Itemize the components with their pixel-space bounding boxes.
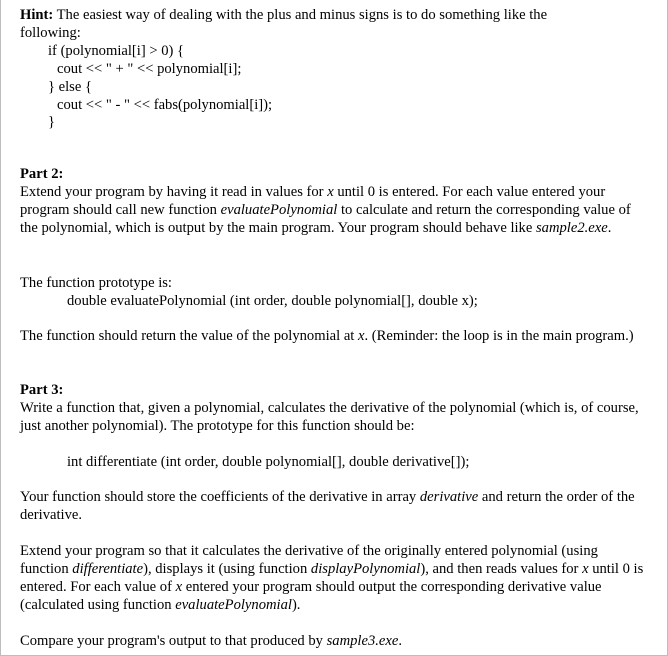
fn-evaluate-polynomial: evaluatePolynomial xyxy=(220,202,338,218)
differentiate-prototype: int differentiate (int order, double polynomial[], double derivative[]); xyxy=(67,454,470,470)
part2-text: The function should return the value of the polynomial at xyxy=(20,328,359,344)
part2-return-paragraph xyxy=(20,327,645,345)
part3-text: entered your program should output the corresponding derivative value (calculated using function xyxy=(20,579,602,613)
part3-text: Extend your program so that it calculates the derivative of the originally entered polynomial (using function xyxy=(20,543,598,577)
part2-text: until 0 is entered. For each value entered your program should call new function xyxy=(20,184,606,218)
hint-label: Hint: xyxy=(20,7,54,23)
hint-paragraph xyxy=(20,6,645,42)
hint-text-line1: The easiest way of dealing with the plus and minus signs is to do something like the xyxy=(53,7,548,23)
part2-paragraph xyxy=(20,183,645,237)
part3-text: until 0 is entered. For each value of xyxy=(20,561,644,595)
derivative-array: derivative xyxy=(419,489,479,505)
part3-text: . xyxy=(398,633,402,649)
part3-text: ). xyxy=(291,597,301,613)
var-x: x xyxy=(175,579,183,595)
part2-text: Extend your program by having it read in values for xyxy=(20,184,328,200)
part3-paragraph3 xyxy=(20,542,645,614)
code-line-close-brace: } xyxy=(48,114,56,130)
fn-differentiate: differentiate xyxy=(72,561,144,577)
part3-text: and return the order of the derivative. xyxy=(20,489,635,523)
sample2-exe: sample2.exe xyxy=(535,220,608,236)
evaluate-prototype: double evaluatePolynomial (int order, double polynomial[], double x); xyxy=(67,293,478,309)
part3-paragraph4 xyxy=(20,632,645,650)
fn-evaluate-polynomial: evaluatePolynomial xyxy=(175,597,292,613)
part2-heading: Part 2: xyxy=(20,166,64,182)
part3-text: Compare your program's output to that produced by xyxy=(20,633,327,649)
part3-text: Your function should store the coefficients of the derivative in array xyxy=(20,489,420,505)
hint-text-line2: following: xyxy=(20,25,81,41)
code-line-else: } else { xyxy=(48,79,92,95)
part3-heading: Part 3: xyxy=(20,382,64,398)
fn-display-polynomial: displayPolynomial xyxy=(310,561,421,577)
code-line-cout-minus: cout << " - " << fabs(polynomial[i]); xyxy=(57,97,273,113)
part2-text: to calculate and return the corresponding value of the polynomial, which is output by the main program. Your program should behave like xyxy=(20,202,631,236)
var-x: x xyxy=(327,184,334,200)
sample3-exe: sample3.exe xyxy=(326,633,399,649)
part3-text: ), displays it (using function xyxy=(143,561,311,577)
part3-paragraph2 xyxy=(20,488,645,524)
part3-text: ), and then reads values for xyxy=(420,561,583,577)
var-x: x xyxy=(582,561,589,577)
part2-text: . (Reminder: the loop is in the main program.) xyxy=(364,328,634,344)
part3-paragraph1: Write a function that, given a polynomial, calculates the derivative of the polynomial (which is, of course, just another polynomial). The prototype for this function should be: xyxy=(20,400,639,434)
prototype-intro: The function prototype is: xyxy=(20,275,172,291)
code-line-if: if (polynomial[i] > 0) { xyxy=(48,43,185,59)
var-x: x xyxy=(358,328,365,344)
code-line-cout-plus: cout << " + " << polynomial[i]; xyxy=(57,61,242,77)
part2-text: . xyxy=(607,220,612,236)
